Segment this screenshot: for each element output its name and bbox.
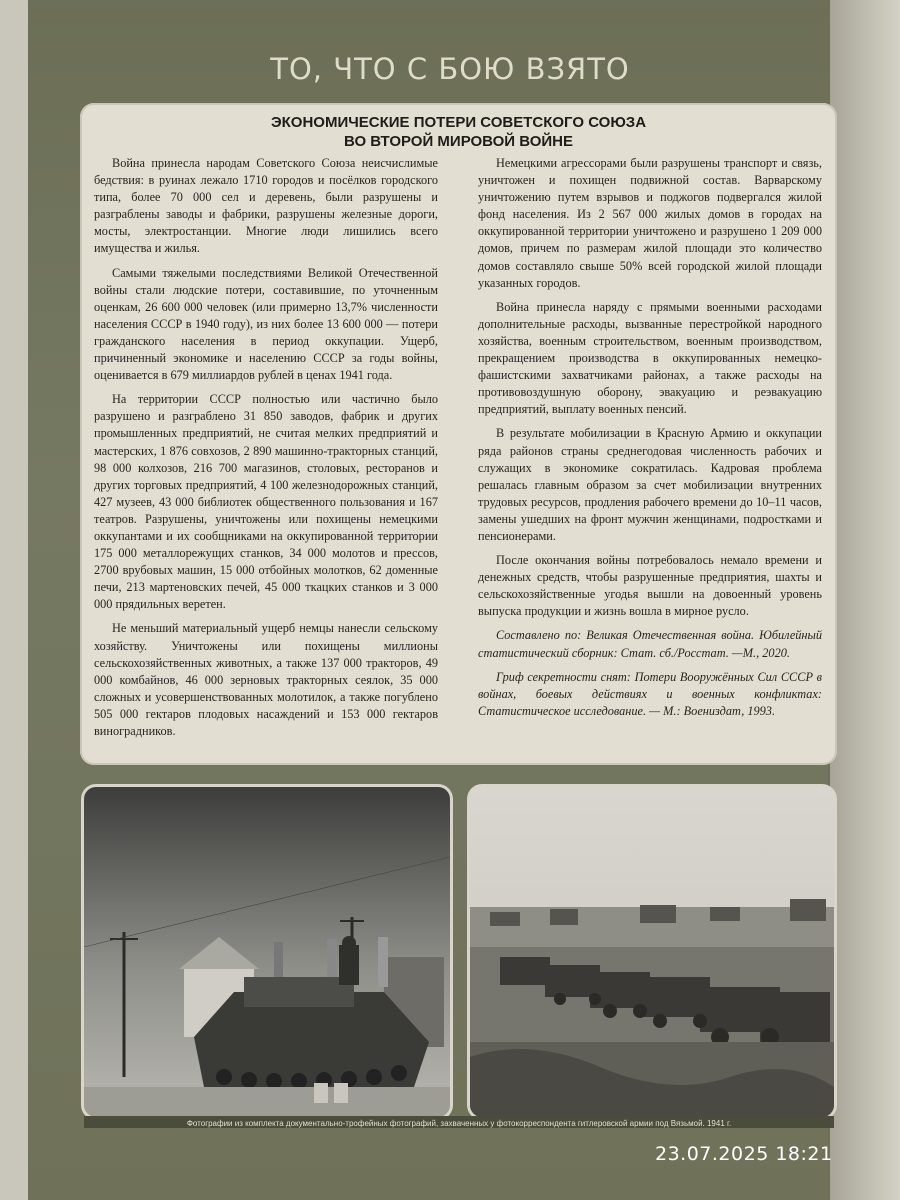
paragraph: В результате мобилизации в Красную Армию и оккупации ряда районов страны среднегодовая численность рабочих и служащих в экономике сократилась. Кадровая проблема решалась главным образом за счет мобилизации внутренних трудовых ресурсов, продления рабочего времени до 10–11 часов, замены ушедших на фронт мужчин женщинами, подростками и пенсионерами.	[478, 426, 822, 543]
wall-left	[0, 0, 28, 1200]
photo-vehicle-column	[470, 787, 834, 1117]
photo-caption: Фотографии из комплекта документально-трофейных фотографий, захваченных у фотокорреспондента гитлеровской армии под Вязьмой. 1941 г.	[186, 1119, 732, 1128]
tank-photo-illustration	[84, 787, 450, 1117]
right-column	[478, 155, 822, 727]
panel-title-line1: ЭКОНОМИЧЕСКИЕ ПОТЕРИ СОВЕТСКОГО СОЮЗА	[270, 114, 647, 131]
wall-right	[830, 0, 900, 1200]
text-panel	[80, 103, 837, 765]
column-photo-illustration	[470, 787, 834, 1117]
photo-tank-in-village	[84, 787, 450, 1117]
paragraph: После окончания войны потребовалось немало времени и денежных средств, чтобы разрушенные предприятия, шахты и сельскохозяйственные угодья вышли на довоенный уровень выпуска продукции и жизнь вошла в мирное русло.	[478, 553, 822, 619]
camera-timestamp: 23.07.2025 18:21	[655, 1143, 833, 1165]
panel-title-line2: ВО ВТОРОЙ МИРОВОЙ ВОЙНЕ	[343, 133, 573, 150]
source-citation: Составлено по: Великая Отечественная война. Юбилейный статистический сборник: Стат. сб./Росстат. —М., 2020.	[478, 628, 822, 660]
source-citation: Гриф секретности снят: Потери Вооружённых Сил СССР в войнах, боевых действиях и военных конфликтах: Статистическое исследование. — М.: Воениздат, 1993.	[478, 669, 822, 718]
exhibit-headline: ТО, ЧТО С БОЮ ВЗЯТО	[270, 52, 630, 86]
paragraph: Немецкими агрессорами были разрушены транспорт и связь, уничтожен и похищен подвижной состав. Варварскому уничтожению путем взрывов и поджогов подвергался жилой фонд населения. Из 2 567 000 жилых домов в городах на оккупированной территории уничтожено и разрушено 1 209 000 домов, причем по размерам жилой площади это количество домов составляло свыше 50% всей городской жилой площади указанных городов.	[478, 156, 822, 290]
paragraph: На территории СССР полностью или частично было разрушено и разграблено 31 850 заводов, фабрик и других промышленных предприятий, не считая мелких предприятий и мастерских, 1 876 совхозов, 2 890 машинно-тракторных станций, 98 000 колхозов, 216 700 магазинов, столовых, ресторанов и других торговых предприятий, 4 100 железнодорожных станций, 427 музеев, 43 000 библиотек общественного пользования и 167 театров. Разрушены, уничтожены или похищены немецкими оккупантами и их сообщниками на оккупированной территории 175 000 металлорежущих станков, 34 000 молотов и прессов, 2700 врубовых машин, 15 000 отбойных молотков, 62 доменные печи, 213 мартеновских печей, 45 000 ткацких станков и 3 000 000 прядильных веретен.	[94, 392, 438, 612]
panel-title	[80, 113, 837, 151]
paragraph: Война принесла наряду с прямыми военными расходами дополнительные расходы, вызванные перестройкой народного хозяйства, военным строительством, военным производством, прекращением производства в оккупированных немецко-фашистскими захватчиками районах, а также расходы на противовоздушную оборону, эвакуацию и реэвакуацию предприятий, выплату военных пенсий.	[478, 299, 822, 417]
left-column	[94, 155, 438, 747]
paragraph: Война принесла народам Советского Союза неисчислимые бедствия: в руинах лежало 1710 городов и посёлков городского типа, более 70 000 сел и деревень, были разрушены и разграблены заводы и фабрики, разрушены железные дороги, мосты, электростанции. Многие люди лишились всего имущества и жилья.	[94, 156, 438, 256]
paragraph: Самыми тяжелыми последствиями Великой Отечественной войны стали людские потери, составившие, по уточненным оценкам, 26 600 000 человек (или примерно 13,7% численности населения СССР в 1940 году), из них более 13 600 000 — потери гражданского населения в период оккупации. Ущерб, причиненный экономике и населению СССР за годы войны, оценивается в 679 миллиардов рублей в ценах 1941 года.	[94, 265, 438, 383]
paragraph: Не меньший материальный ущерб немцы нанесли сельскому хозяйству. Уничтожены или похищены миллионы сельскохозяйственных животных, а также 137 000 тракторов, 49 000 комбайнов, 46 000 зерновых тракторных сеялок, 35 000 сложных и усовершенствованных молотилок, а также погублено 505 000 гектаров плодовых насаждений и 153 000 гектаров виноградников.	[94, 621, 438, 738]
